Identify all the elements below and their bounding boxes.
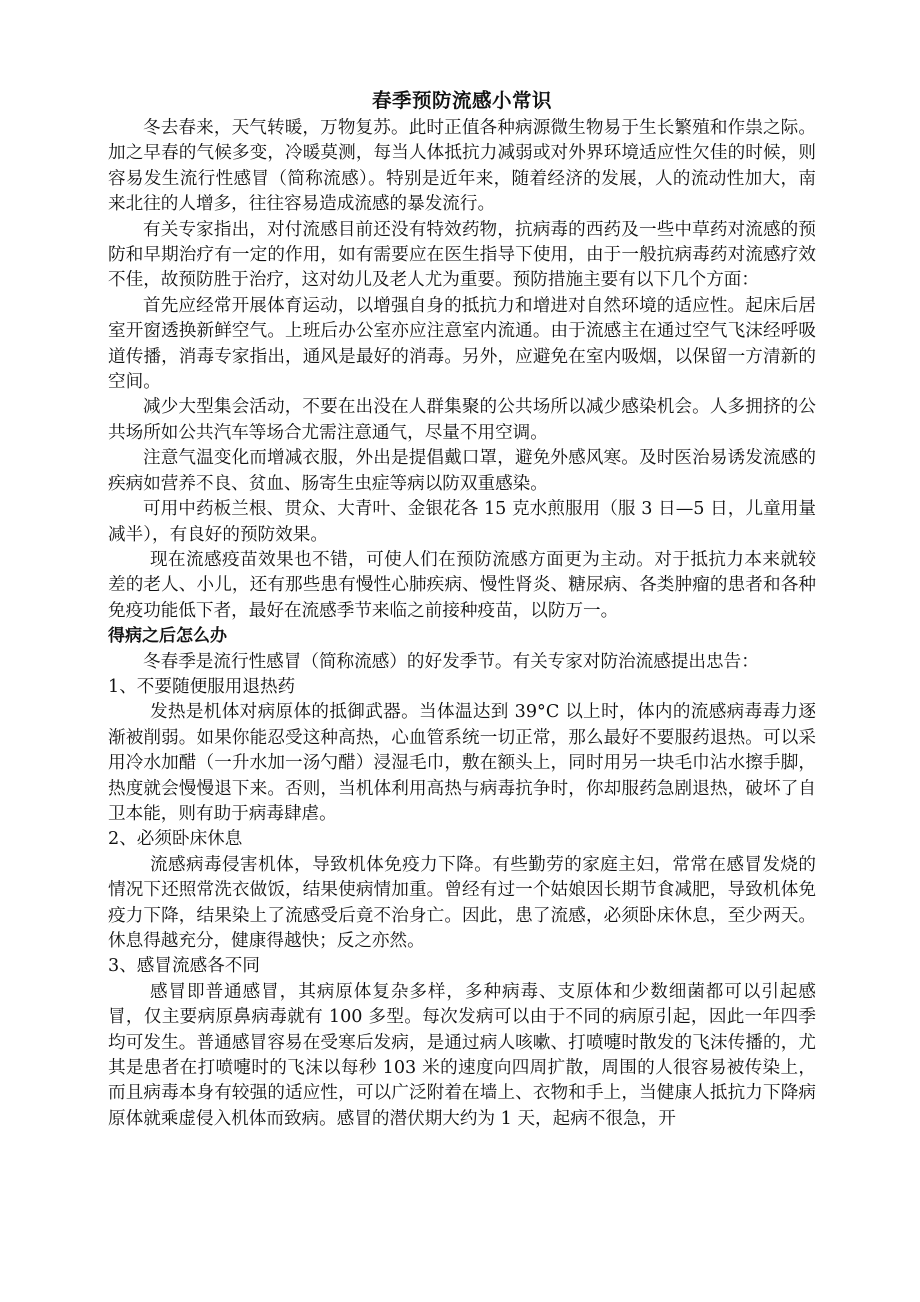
intro-paragraph-1: 冬去春来，天气转暖，万物复苏。此时正值各种病源微生物易于生长繁殖和作祟之际。加之早春的气候多变，冷暖莫测，每当人体抵抗力减弱或对外界环境适应性欠佳的时候，则容易发生流行性感冒（简称流感）。特别是近年来，随着经济的发展，人的流动性加大，南来北往的人增多，往往容易造成流感的暴发流行。: [108, 118, 816, 215]
intro-paragraph-2: 有关专家指出，对付流感目前还没有特效药物，抗病毒的西药及一些中草药对流感的预防和早期治疗有一定的作用，如有需要应在医生指导下使用，由于一般抗病毒药对流感疗效不佳，故预防胜于治疗，这对幼儿及老人尤为重要。预防措施主要有以下几个方面：: [108, 219, 816, 291]
item-2-text: 流感病毒侵害机体，导致机体免疫力下降。有些勤劳的家庭主妇，常常在感冒发烧的情况下还照常洗衣做饭，结果使病情加重。曾经有过一个姑娘因长期节食减肥，导致机体免疫力下降，结果染上了流感受后竟不治身亡。因此，患了流感，必须卧床休息，至少两天。休息得越充分，健康得越快；反之亦然。: [108, 854, 816, 951]
item-1-text: 发热是机体对病原体的抵御武器。当体温达到 39°C 以上时，体内的流感病毒毒力逐渐被削弱。如果你能忍受这种高热，心血管系统一切正常，那么最好不要服药退热。可以采用冷水加醋（一升水加一汤勺醋）浸湿毛巾，敷在额头上，同时用另一块毛巾沾水擦手脚，热度就会慢慢退下来。否则，当机体利用高热与病毒抗争时，你却服药急剧退热，破坏了自卫本能，则有助于病毒肆虐。: [108, 702, 816, 824]
intro-paragraph-7: 现在流感疫苗效果也不错，可使人们在预防流感方面更为主动。对于抵抗力本来就较差的老人、小儿，还有那些患有慢性心肺疾病、慢性肾炎、糖尿病、各类肿瘤的患者和各种免疫功能低下者，最好在流感季节来临之前接种疫苗，以防万一。: [108, 549, 816, 621]
intro-paragraph-5: 注意气温变化而增减衣服，外出是提倡戴口罩，避免外感风寒。及时医治易诱发流感的疾病如营养不良、贫血、肠寄生虫症等病以防双重感染。: [108, 448, 816, 494]
document-title: 春季预防流感小常识: [371, 89, 552, 112]
section-intro: 冬春季是流行性感冒（简称流感）的好发季节。有关专家对防治流感提出忠告：: [143, 651, 759, 672]
item-3-text: 感冒即普通感冒，其病原体复杂多样，多种病毒、支原体和少数细菌都可以引起感冒，仅主要病原鼻病毒就有 100 多型。每次发病可以由于不同的病原引起，因此一年四季均可发生。普通感冒容易在受寒后发病，是通过病人咳嗽、打喷嚏时散发的飞沫传播的，尤其是患者在打喷嚏时的飞沫以每秒 103 米的速度向四周扩散，周围的人很容易被传染上，而且病毒本身有较强的适应性，可以广泛附着在墙上、衣物和手上，当健康人抵抗力下降病原体就乘虚侵入机体而致病。感冒的潜伏期大约为 1 天，起病不很急，开: [108, 981, 816, 1129]
intro-paragraph-4: 减少大型集会活动，不要在出没在人群集聚的公共场所以减少感染机会。人多拥挤的公共场所如公共汽车等场合尤需注意通气，尽量不用空调。: [108, 397, 816, 443]
intro-paragraph-3: 首先应经常开展体育运动，以增强自身的抵抗力和增进对自然环境的适应性。起床后居室开窗透换新鲜空气。上班后办公室亦应注意室内流通。由于流感主在通过空气飞沫经呼吸道传播，消毒专家指出，通风是最好的消毒。另外，应避免在室内吸烟，以保留一方清新的空间。: [108, 295, 816, 393]
section-heading: 得病之后怎么办: [108, 626, 227, 647]
item-3-heading: 3、感冒流感各不同: [108, 956, 260, 977]
item-2-heading: 2、必须卧床休息: [108, 829, 243, 850]
intro-paragraph-6: 可用中药板兰根、贯众、大青叶、金银花各 15 克水煎服用（服 3 日—5 日，儿童用量减半），有良好的预防效果。: [108, 499, 816, 545]
item-1-heading: 1、不要随便服用退热药: [108, 676, 296, 697]
document-page: [108, 86, 816, 1132]
